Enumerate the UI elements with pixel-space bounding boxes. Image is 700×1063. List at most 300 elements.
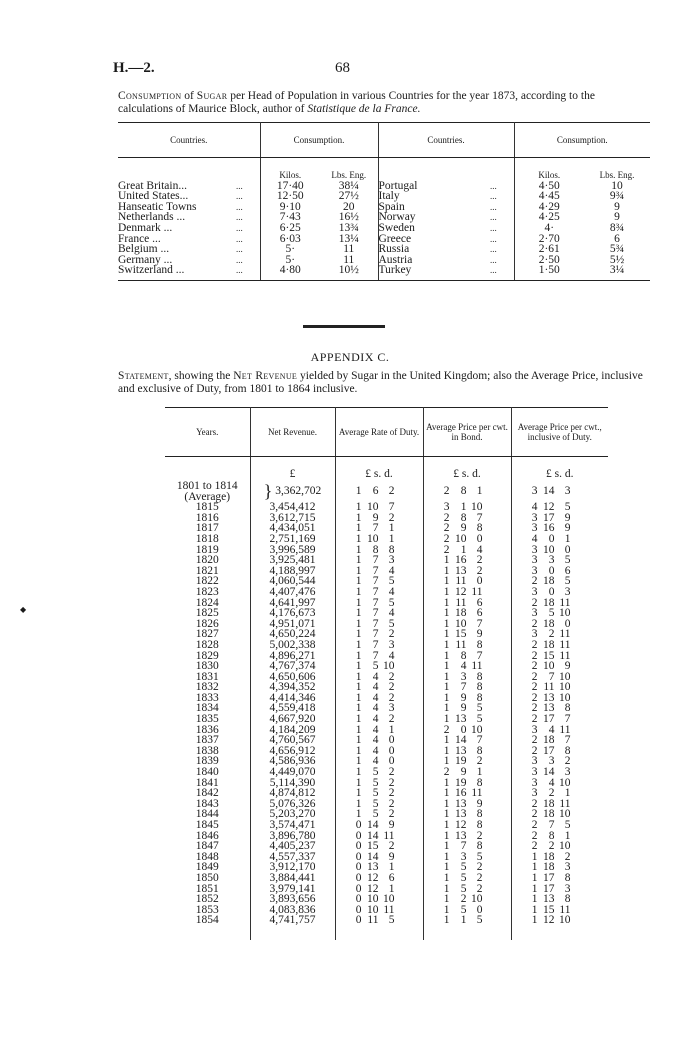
year: 1850 [165,873,250,884]
shillings: 1 [460,914,467,927]
pence: 10 [559,607,571,620]
pence: 3 [388,638,395,651]
lsd-amount [512,555,582,566]
header-countries-2: Countries. [378,123,514,158]
pounds: 2 [531,575,538,588]
net-revenue: 3,996,589 [250,545,335,556]
bond-price [423,746,511,757]
lsd-amount [512,545,582,556]
pounds: 2 [443,723,450,736]
pounds: 1 [355,702,362,715]
lbs-value: 10½ [320,265,378,280]
pence: 11 [471,660,483,673]
shillings: 4 [372,755,379,768]
shillings: 4 [372,681,379,694]
table-row [165,629,608,640]
leader-dots-text: ... [236,254,243,265]
pence: 9 [388,850,395,863]
shillings: 18 [455,607,467,620]
net-revenue: 5,076,326 [250,799,335,810]
shillings: 7 [548,670,555,683]
pence: 2 [388,511,395,524]
pounds: 1 [443,871,450,884]
pounds: 1 [355,649,362,662]
net-revenue: 4,060,544 [250,576,335,587]
pence: 5 [564,501,571,514]
duty-rate [335,619,423,630]
shillings: 16 [455,787,467,800]
lsd-amount [424,661,494,672]
pence: 6 [564,564,571,577]
lsd-amount [336,640,406,651]
lsd-amount [336,725,406,736]
shillings: 10 [455,532,467,545]
lsd-amount [336,746,406,757]
year: 1823 [165,587,250,598]
shillings: 0 [548,564,555,577]
duty-rate [335,629,423,640]
unit-lbs-1: Lbs. Eng. [320,158,378,181]
leader-dots-text: ... [490,265,497,276]
shillings: 13 [455,744,467,757]
lsd-amount [336,778,406,789]
pence: 2 [476,882,483,895]
first-row-years: 1801 to 1814 [165,481,250,492]
pounds: 1 [443,554,450,567]
pence: 10 [559,691,571,704]
inclusive-price [511,756,608,767]
first-row-amount [335,481,423,502]
duty-rate [335,862,423,873]
inclusive-price [511,640,608,651]
pounds: 1 [443,882,450,895]
pence: 2 [388,776,395,789]
lsd-amount [336,545,406,556]
net-revenue: 3,925,481 [250,555,335,566]
lsd-amount [512,619,582,630]
pounds: 2 [531,808,538,821]
lsd-amount [512,809,582,820]
year: 1854 [165,915,250,926]
pounds: 1 [443,829,450,842]
lsd-amount [336,661,406,672]
country-name: Greece [378,232,412,245]
shillings: 15 [367,840,379,853]
duty-rate [335,513,423,524]
lsd-amount [512,820,582,831]
pounds: 3 [531,766,538,779]
first-row-revenue-value: 3,362,702 [275,485,322,498]
bond-price [423,566,511,577]
pence: 7 [388,501,395,514]
pence: 2 [564,755,571,768]
pence: 3 [564,585,571,598]
pence: 9 [476,628,483,641]
pounds: 0 [355,914,362,927]
shillings: 5 [548,607,555,620]
duty-rate [335,852,423,863]
lsd-amount [424,841,494,852]
shillings: 13 [543,893,555,906]
pounds: 0 [355,819,362,831]
pence: 1 [388,522,395,535]
pounds: 3 [531,628,538,641]
shillings: 7 [372,607,379,620]
pence: 5 [476,702,483,715]
shillings: 10 [367,893,379,906]
pence: 0 [388,755,395,768]
lsd-amount [336,703,406,714]
pence: 10 [559,840,571,853]
pence: 4 [388,607,395,620]
duty-rate [335,545,423,556]
lsd-amount [336,756,406,767]
pence: 8 [476,681,483,694]
pounds: 1 [355,744,362,757]
sugar-consumption-table [118,122,650,281]
inclusive-price [511,841,608,852]
pounds: 1 [443,670,450,683]
pence: 2 [388,628,395,641]
shillings: 18 [543,734,555,747]
table-row [165,788,608,799]
pounds: 2 [531,713,538,726]
year: 1852 [165,894,250,905]
bond-price [423,534,511,545]
pence: 2 [476,564,483,577]
shillings: 0 [548,532,555,545]
pounds: 1 [355,485,362,498]
net-revenue: 4,656,912 [250,746,335,757]
pence: 2 [388,840,395,853]
lbs-value: 10 [611,179,623,192]
inclusive-price [511,915,608,926]
pounds: 3 [531,776,538,789]
lsd-amount [336,735,406,746]
shillings: 7 [548,819,555,831]
shillings: 3 [548,554,555,567]
pounds: 2 [531,797,538,810]
shillings: 4 [372,734,379,747]
inclusive-price [511,555,608,566]
pence: 2 [476,861,483,874]
table-row [165,756,608,767]
lbs-value: 38¼ [320,181,378,192]
shillings: 16 [455,554,467,567]
bond-price [423,682,511,693]
lsd-amount [512,778,582,789]
net-revenue: 4,874,812 [250,788,335,799]
net-revenue: 4,559,418 [250,703,335,714]
duty-rate [335,831,423,842]
net-revenue: 2,751,169 [250,534,335,545]
inclusive-price [511,725,608,736]
lbs-value: 9¾ [609,190,625,203]
pounds: 4 [531,532,538,545]
net-revenue: 5,203,270 [250,809,335,820]
shillings: 18 [543,808,555,821]
year: 1822 [165,576,250,587]
header-countries-1: Countries. [118,123,260,158]
shillings: 0 [548,585,555,598]
shillings: 11 [543,681,555,694]
pence: 2 [476,554,483,567]
pence: 9 [388,819,395,831]
shillings: 7 [372,617,379,630]
kilos-value: 4·80 [260,265,320,280]
shillings: 11 [455,575,467,588]
kilos-value: 5· [285,253,296,266]
pence: 8 [476,691,483,704]
lsd-amount [424,714,494,725]
year: 1847 [165,841,250,852]
lsd-amount [424,873,494,884]
net-revenue: 3,612,715 [250,513,335,524]
pence: 2 [476,829,483,842]
pounds: 2 [531,840,538,853]
lsd-amount [424,682,494,693]
bond-price [423,841,511,852]
lbs-value: 8¾ [609,221,625,234]
table-row [165,703,608,714]
table-row [165,661,608,672]
lsd-amount [336,693,406,704]
year: 1839 [165,756,250,767]
pence: 8 [564,893,571,906]
country-name: Sweden [378,221,415,234]
shillings: 4 [372,713,379,726]
lsd-amount [424,513,494,524]
shillings: 5 [372,797,379,810]
bond-price [423,778,511,789]
table-row [165,809,608,820]
table-row [165,799,608,810]
lbs-value: 11 [320,244,378,255]
shillings: 7 [372,585,379,598]
lsd-amount [336,576,406,587]
country-name: Turkey [378,265,490,280]
pounds: 1 [355,713,362,726]
net-revenue: 4,586,936 [250,756,335,767]
shillings: 13 [455,808,467,821]
leader-dots [490,202,514,213]
shillings: 14 [543,485,555,498]
country-name: Hanseatic Towns [118,200,197,213]
title-italic: Statistique de la France. [307,103,421,115]
shillings: 7 [372,596,379,609]
pounds: 1 [443,914,450,927]
pounds: 2 [443,485,450,498]
pence: 11 [559,797,571,810]
leader-dots-text: ... [490,212,497,223]
leader-dots [490,244,514,255]
shillings: 4 [372,670,379,683]
pence: 0 [564,543,571,556]
duty-rate [335,523,423,534]
country-name: Austria [378,253,413,266]
duty-rate [335,693,423,704]
lsd-amount [336,629,406,640]
first-row-amount [423,481,511,502]
net-revenue: 3,893,656 [250,894,335,905]
inclusive-price [511,608,608,619]
bond-price [423,788,511,799]
inclusive-price [511,820,608,831]
inclusive-price [511,513,608,524]
net-revenue: 4,449,070 [250,767,335,778]
shillings: 18 [543,575,555,588]
lbs-value: 13¾ [320,223,378,234]
pounds: 2 [443,511,450,524]
duty-rate [335,502,423,513]
table-row [165,545,608,556]
net-revenue: 5,002,338 [250,640,335,651]
shillings: 17 [543,871,555,884]
pence: 11 [559,638,571,651]
country-name: Belgium ... [118,243,170,256]
pence: 1 [564,829,571,842]
pounds: 1 [443,744,450,757]
duty-rate [335,905,423,916]
shillings: 19 [455,755,467,768]
shillings: 13 [455,564,467,577]
shillings: 5 [460,871,467,884]
shillings: 4 [548,776,555,789]
pounds: 1 [355,723,362,736]
pounds: 3 [531,607,538,620]
lbs-value: 9 [614,211,620,224]
pounds: 3 [531,564,538,577]
pounds: 1 [443,681,450,694]
pence: 6 [476,607,483,620]
pence: 11 [559,903,571,916]
year: 1830 [165,661,250,672]
shillings: 12 [543,501,555,514]
shillings: 3 [548,755,555,768]
pence: 3 [388,554,395,567]
lsd-amount [424,534,494,545]
shillings: 18 [543,797,555,810]
duty-rate [335,534,423,545]
lsd-amount [512,598,582,609]
pence: 0 [476,903,483,916]
lbs-value: 3¼ [584,265,650,280]
year: 1838 [165,746,250,757]
kilos-value: 4·50 [538,179,560,192]
kilos-value: 7·43 [279,211,301,224]
shillings: 15 [455,628,467,641]
pounds: 1 [443,596,450,609]
leader-dots-text: ... [490,180,497,191]
pounds: 1 [531,850,538,863]
pounds: 1 [443,808,450,821]
pounds: 1 [443,638,450,651]
shillings: 0 [460,723,467,736]
net-revenue: 4,394,352 [250,682,335,693]
shillings: 7 [372,522,379,535]
pence: 11 [559,628,571,641]
pounds: 1 [355,638,362,651]
inclusive-price [511,809,608,820]
shillings: 9 [460,766,467,779]
table-row [118,265,650,280]
kilos-value: 4·25 [538,211,560,224]
pounds: 2 [531,829,538,842]
shillings: 4 [372,691,379,704]
lsd-amount [336,714,406,725]
shillings: 19 [455,776,467,789]
pence: 9 [564,522,571,535]
pence: 2 [388,808,395,821]
shillings: 9 [460,691,467,704]
lsd-amount [336,534,406,545]
year: 1834 [165,703,250,714]
pounds: 2 [531,702,538,715]
leader-dots-text: ... [236,191,243,202]
duty-rate [335,682,423,693]
shillings: 5 [460,903,467,916]
shillings: 6 [372,485,379,498]
pounds: 3 [443,501,450,514]
pence: 7 [564,713,571,726]
pence: 2 [476,755,483,768]
kilos-value: 1·50 [514,265,584,280]
pounds: 1 [443,861,450,874]
shillings: 13 [543,691,555,704]
shillings: 4 [460,660,467,673]
shillings: 17 [543,744,555,757]
leader-dots [490,223,514,234]
bond-price [423,873,511,884]
lsd-amount [424,693,494,704]
table-row [165,841,608,852]
pounds: 2 [531,819,538,831]
bond-price [423,820,511,831]
lsd-amount [424,831,494,842]
pounds: 3 [531,485,538,498]
table1-title [118,90,650,116]
duty-rate [335,873,423,884]
pence: 9 [564,511,571,524]
lbs-value: 27½ [320,191,378,202]
shillings: 9 [372,511,379,524]
year: 1816 [165,513,250,524]
bond-price [423,915,511,926]
shillings: 13 [543,702,555,715]
shillings: 17 [543,882,555,895]
shillings: 7 [372,575,379,588]
pence: 11 [471,585,483,598]
kilos-value: 5· [285,243,296,256]
shillings: 5 [460,882,467,895]
pence: 5 [476,850,483,863]
pounds: 1 [355,501,362,514]
shillings: 17 [543,713,555,726]
kilos-value: 17·40 [276,179,304,192]
pence: 8 [564,744,571,757]
pence: 1 [388,882,395,895]
duty-rate [335,651,423,662]
pounds: 1 [443,617,450,630]
pounds: 2 [443,522,450,535]
duty-rate [335,915,423,926]
year: 1831 [165,672,250,683]
statement-mid: , showing the [168,370,234,382]
pence: 4 [476,543,483,556]
pence: 10 [383,660,395,673]
lsd-amount [336,915,406,926]
leader-dots [490,234,514,245]
